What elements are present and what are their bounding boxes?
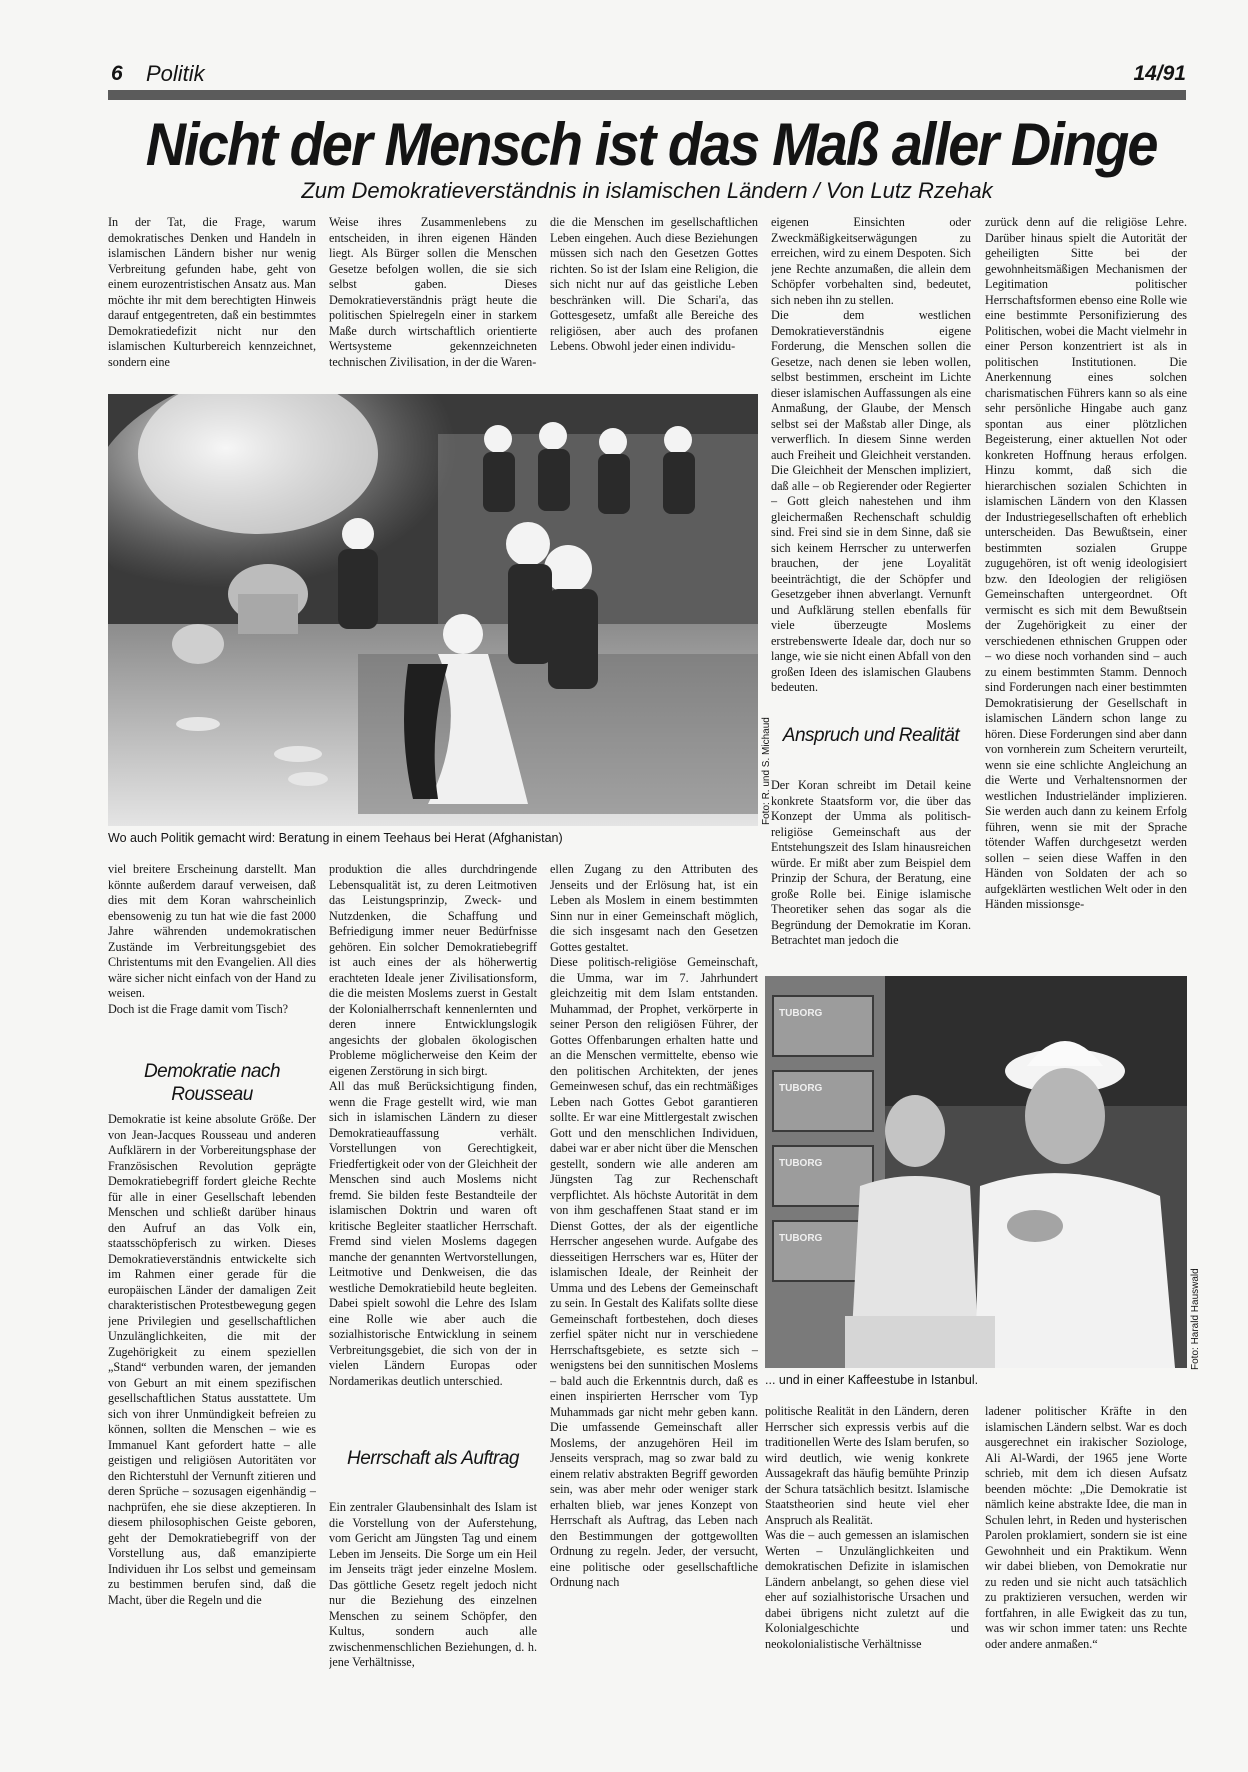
paragraph: In der Tat, die Frage, warum demokratisches Denken und Handeln in islamischen Ländern bisher nur wenig Verbreitung gefunden habe, geht von einem eurozentristischen Ansatz aus. Man möchte ihr mit dem berechtigten Hinweis darauf entgegentreten, daß ein bestimmtes Demokratiedefizit nicht nur den islamischen Kulturbereich kennzeichnet, sondern eine — [108, 215, 316, 369]
cafe-credit: Foto: Harald Hauswald — [1190, 1268, 1201, 1370]
paragraph: viel breitere Erscheinung darstellt. Man könnte außerdem darauf verweisen, daß dies mit dem Koran wahrscheinlich ebensowenig zu tun hat wie die fast 2000 Jahre währenden undemokratischen Zustände im Verbreitungsgebiet des Christentums mit den Evangelien. All dies wäre sicher nicht einfach von der Hand zu weisen. — [108, 862, 316, 1000]
bottom-column-5 — [985, 1404, 1187, 1740]
headline: Nicht der Mensch ist das Maß aller Dinge — [145, 111, 1157, 178]
top-column-1 — [108, 215, 316, 383]
paragraph: Ein zentraler Glaubensinhalt des Islam ist die Vorstellung von der Auferstehung, vom Gericht am Jüngsten Tag und einem Leben im Jenseits. Die Sorge um ein Heil im Jenseits trägt jeder einzelne Moslem. Das göttliche Gesetz regelt jedoch nicht nur die Beziehung des einzelnen Menschen zu seinem Schöpfer, den Kultus, sondern auch alle zwischenmenschlichen Beziehungen, d. h. jene Verhältnisse, — [329, 1500, 537, 1669]
page-number: 6 — [111, 62, 123, 85]
top-column-3 — [550, 215, 758, 383]
teahouse-caption: Wo auch Politik gemacht wird: Beratung in einem Teehaus bei Herat (Afghanistan) — [108, 831, 563, 845]
subhead-rousseau: Demokratie nach Rousseau — [143, 1061, 281, 1105]
paragraph: ellen Zugang zu den Attributen des Jenseits und der Erlösung hat, ist ein Leben als Moslem in einem bestimmten Sinn nur in einer Gemeinschaft möglich, die sich insgesamt nach den Gesetzen Gottes gestaltet. — [550, 862, 758, 954]
bottom-column-1-part-1 — [108, 862, 316, 1022]
subhead-anspruch: Anspruch und Realität — [782, 725, 960, 746]
crate-label: TUBORG — [779, 1083, 823, 1094]
paragraph: Der Koran schreibt im Detail keine konkrete Staatsform vor, die über das Konzept der Umma als politisch-religiöse Gemeinschaft aus der Entstehungszeit des Islam hinausreichen würde. Er mißt aber zum Beispiel dem Prinzip der Schura, der Beratung, eine große Rolle bei. Einige islamische Theoretiker sehen das sogar als die Begründung der Demokratie im Koran. Betrachtet man jedoch die — [771, 778, 971, 946]
bottom-column-2-part-2 — [329, 1500, 537, 1740]
teahouse-photo — [108, 394, 758, 826]
paragraph: ladener politischer Kräfte in den islamischen Ländern selbst. War es doch ausgerechnet ein irakischer Soziologe, Ali Al-Wardi, der 1965 jene Worte schrieb, mit dem ich diesen Aufsatz beenden möchte: „Die Demokratie ist nämlich keine abstrakte Idee, die man in Schulen lehrt, in Reden und hysterischen Parolen proklamiert, sondern sie ist eine Gewohnheit und ein Praktikum. Wenn wir dabei blieben, von Demokratie nur zu reden und sie nicht auch tatsächlich zu praktizieren versuchen, werden wir fortfahren, in alle Ewigkeit das zu tun, was wir schon immer taten: uns Rechte oder andere anmaßen.“ — [985, 1404, 1187, 1651]
crate-label: TUBORG — [779, 1158, 823, 1169]
paragraph: Doch ist die Frage damit vom Tisch? — [108, 1001, 289, 1016]
issue-number: 14/91 — [1133, 62, 1186, 85]
paragraph: eigenen Einsichten oder Zweckmäßigkeitserwägungen zu erreichen, wird zu einem Despoten. Sich jene Rechte anzumaßen, die allein dem Schöpfer vorbehalten sind, bedeutet, sich neben ihn zu stellen. — [771, 215, 971, 307]
paragraph: produktion die alles durchdringende Lebensqualität ist, zu deren Leitmotiven das Leistungsprinzip, Zweck- und Nutzdenken, die Schaffung und Befriedigung immer neuer Bedürfnisse gehören. Ein solcher Demokratiebegriff ist auch eines der als höherwertig erachteten Ideale jener Zivilisationsform, die die meisten Moslems zuerst in Gestalt der Kolonialherrschaft kennenlernten und deren innere Entwicklungslogik angesichts der globalen ökologischen Probleme möglicherweise den Keim der eigenen Zerstörung in sich birgt. — [329, 862, 537, 1078]
bottom-column-4 — [765, 1404, 969, 1740]
header-rule — [108, 90, 1186, 100]
paragraph: die die Menschen im gesellschaftlichen Leben eingehen. Auch diese Beziehungen müssen sich nach den Gesetzen Gottes richten. So ist der Islam eine Religion, die sich nicht nur auf das geistliche Leben beschränken will. Die Schari'a, das Gottesgesetz, umfaßt alle Bereiche des religiösen, aber auch des profanen Lebens. Obwohl jeder einen individu- — [550, 215, 758, 353]
paragraph: Weise ihres Zusammenlebens zu entscheiden, in ihren eigenen Händen liegt. Als Bürger sollen die Menschen Gesetze befolgen wollen, die sie sich selbst gaben. Dieses Demokratieverständnis prägt heute die politischen Spielregeln einer in starkem Maße durch wirtschaftlich orientierte Wertsysteme gekennzeichneten technischen Zivilisation, in der die Waren- — [329, 215, 537, 369]
column-4-part-2 — [771, 778, 971, 946]
paragraph: Was die – auch gemessen an islamischen Werten – Unzulänglichkeiten und demokratischen Defizite in islamischen Ländern anbelangt, so gehen diese viel eher auf sozialhistorische Ursachen und dabei übrigens nicht zuletzt auf die Kolonialgeschichte und neokolonialistische Verhältnisse — [765, 1528, 969, 1651]
bottom-column-2-part-1 — [329, 862, 537, 1428]
section-name: Politik — [146, 61, 205, 86]
cafe-caption: ... und in einer Kaffeestube in Istanbul. — [765, 1373, 979, 1387]
crate-label: TUBORG — [779, 1008, 823, 1019]
column-5 — [985, 215, 1187, 953]
column-4-part-1 — [771, 215, 971, 717]
paragraph: zurück denn auf die religiöse Lehre. Darüber hinaus spielt die Autorität der geheiligten Sitte bei der gewohnheitsmäßigen Mechanismen der Legitimation politischer Herrschaftsformen ebenso eine Rolle wie eine bestimmte Personifizierung des Politischen, wobei die Macht vielmehr in einer Person konzentriert ist als in politischen Institutionen. Die Anerkennung eines solchen charismatischen Führers kann so als eine sehr persönliche Hingabe auch ganz spontan aus einer plötzlichen Begeisterung, einer aktuellen Not oder konkreten Hoffnung heraus erfolgen. Hinzu kommt, daß sich die hierarchischen sozialen Schichten in islamischen Ländern von den Klassen der Industriegesellschaften oft erheblich unterscheiden. Das Bewußtsein, einer bestimmten sozialen Gruppe zugugehören, ist oft wenig ideologisiert bzw. den Ideologien der religiösen Gemeinschaften untergeordnet. Oft vermischt es sich mit dem Bewußtsein der Zugehörigkeit zu einer der verschiedenen ethnischen Gruppen oder – wo diese noch vorhanden sind – auch zu einem bestimmten Stamm. Dennoch sind Forderungen nach einer bestimmten Demokratisierung der Gesellschaft in islamischen Ländern schon lange zu hören. Diese Forderungen sind aber dann von vornherein zum Scheitern verurteilt, wenn sie eine schlichte Angleichung an die Werte und Verhaltensnormen der westlichen Industrieländer implizieren. Sie werden auch dann zu keinem Erfolg führen, wenn sie mit der Sprache tötender Waffen durchgesetzt werden sollen – seien diese Waffen in den Händen von Soldaten der ach so aufgeklärten westlichen Welt oder in den Händen missionsge- — [985, 215, 1187, 911]
paragraph: Die dem westlichen Demokratieverständnis eigene Forderung, die Menschen sollen die Gesetze, nach denen sie leben wollen, selbst bestimmen, erscheint im Lichte dieser islamischen Auffassungen als eine Anmaßung, der Glaube, der Mensch selbst sei der Maßstab aller Dinge, als verwerflich. In diesem Sinne werden auch Freiheit und Gleichheit verstanden. Die Gleichheit der Menschen impliziert, daß alle – ob Regierender oder Regierter – Gott gleich nahestehen und ihm gleichermaßen Rechenschaft schuldig sind. Frei sind sie in dem Sinne, daß sie sich keinem Herrscher zu unterwerfen brauchen, der jene Loyalität beeinträchtigt, die der Schöpfer und Gesetzgeber ihnen abverlangt. Vernunft und Aufklärung stellen ebenfalls für viele überzeugte Moslems erstrebenswerte Ideale dar, doch nur so lange, wie sie nicht einen Abfall von den großen Ideen des islamischen Glaubens bedeuten. — [771, 308, 971, 694]
crate-label: TUBORG — [779, 1233, 823, 1244]
subheadline: Zum Demokratieverständnis in islamischen Ländern / Von Lutz Rzehak — [301, 178, 993, 203]
top-column-2 — [329, 215, 537, 383]
bottom-column-1-part-2 — [108, 1112, 316, 1740]
cafe-photo — [765, 976, 1187, 1368]
paragraph: politische Realität in den Ländern, deren Herrscher sich expressis verbis auf die traditionellen Werte des Islam berufen, so wird deutlich, wie wenig konkrete Aussagekraft das häufig bemühte Prinzip der Schura tatsächlich besitzt. Islamische Staatstheorien sind heute viel eher Anspruch als Realität. — [765, 1404, 969, 1527]
bottom-column-3 — [550, 862, 758, 1740]
paragraph: All das muß Berücksichtigung finden, wenn die Frage gestellt wird, wie man sich in islamischen Ländern zu dieser Demokratieauffassung verhält. Vorstellungen von Gerechtigkeit, Friedfertigkeit oder von der Gleichheit der Menschen sind auch Moslems nicht fremd. Sie bilden feste Bestandteile der islamischen Doktrin und waren oft kritische Begleiter staatlicher Herrschaft. Fremd sind vielen Moslems dagegen manche der genannten Wertvorstellungen, Leitmotive und Denkweisen, die das westliche Demokratiebild heute begleiten. Dabei spielt sowohl die Lehre des Islam eine Rolle wie aber auch die sozialhistorische Entwicklung in seinem Verbreitungsgebiet, die sich von der in vielen Ländern Europas oder Nordamerikas deutlich unterschied. — [329, 1079, 537, 1388]
teahouse-credit: Foto: R. und S. Michaud — [761, 717, 772, 825]
paragraph: Diese politisch-religiöse Gemeinschaft, die Umma, war im 7. Jahrhundert gleichzeitig mit dem Islam entstanden. Muhammad, der Prophet, verkörperte in seiner Person den religiösen Führer, der Gottes Offenbarungen erhalten hatte und an die Menschen vermittelte, ebenso wie den politischen Architekten, der jenes Gemeinwesen schuf, das ein rechtmäßiges Leben nach Gottes Gebot garantieren sollte. Er war eine Mittlergestalt zwischen Gott und den menschlichen Individuen, dabei war er aber nicht über die Menschen gestellt, sondern wie alle anderen am Jüngsten Tag zur Rechenschaft verpflichtet. Als höchste Autorität in dem von ihm geschaffenen Staat stand er im Dienst Gottes, der als der eigentliche Herrscher angesehen wurde. Aufgabe des diesseitigen Herrschers war es, Hüter der islamischen Ideale, der Reinheit der Umma und des Lebens der Gemeinschaft zu sein. In Gestalt des Kalifats sollte diese Gemeinschaft fortbestehen, doch dieses zerfiel später nicht nur in verschiedene Herrschaftsgebiete, es setzte sich – wenigstens bei den sunnitischen Moslems – bald auch die Erkenntnis durch, daß es einen inspirierten Herrscher vom Typ Muhammads gar nicht mehr geben kann. Die umfassende Gemeinschaft aller Moslems, der anzugehören Heil im Jenseits versprach, mag so zwar bald zu einem relativ abstrakten Begriff geworden sein, was aber mehr oder weniger stark erhalten blieb, war jenes Konzept von Herrschaft als Auftrag, das Leben nach den Bestimmungen der gottgewollten Ordnung zu regeln. Jeder, der versucht, eine politische oder gesellschaftliche Ordnung nach — [550, 955, 758, 1589]
paragraph: Demokratie ist keine absolute Größe. Der von Jean-Jacques Rousseau und anderen Aufklärern in der Vorbereitungsphase der Französischen Revolution geprägte Demokratiebegriff fordert gleiche Rechte für alle in einer Gesellschaft lebenden Menschen und schließt darüber hinaus den Aufruf an das Volk ein, staatsschöpferisch zu wirken. Dieses Demokratieverständnis entwickelte sich im Rahmen einer gerade für die europäischen Länder der damaligen Zeit charakteristischen Protestbewegung gegen jene Privilegien und gesellschaftlichen Unzulänglichkeiten, die mit der Zugehörigkeit zu einem speziellen „Stand“ verbunden waren, der jemanden von Geburt an mit einem spezifischen gesellschaftlichen Status ausstattete. Um sich von ihrer Unmündigkeit befreien zu können, sollten die Menschen – wie es Immanuel Kant gefordert hatte – alle geistigen und religiösen Autoritäten vor den Richterstuhl der Vernunft zitieren und deren Sprüche – sozusagen eigenhändig – nachprüfen, ehe sie diese akzeptieren. In diesem philosophischen Geiste geboren, geht der Demokratiebegriff von der Vorstellung aus, daß emanzipierte Individuen ihr Los selbst und gemeinsam zu bestimmen berufen sind, daß die Macht, über die Regeln und die — [108, 1112, 316, 1607]
subhead-herrschaft: Herrschaft als Auftrag — [346, 1448, 520, 1469]
